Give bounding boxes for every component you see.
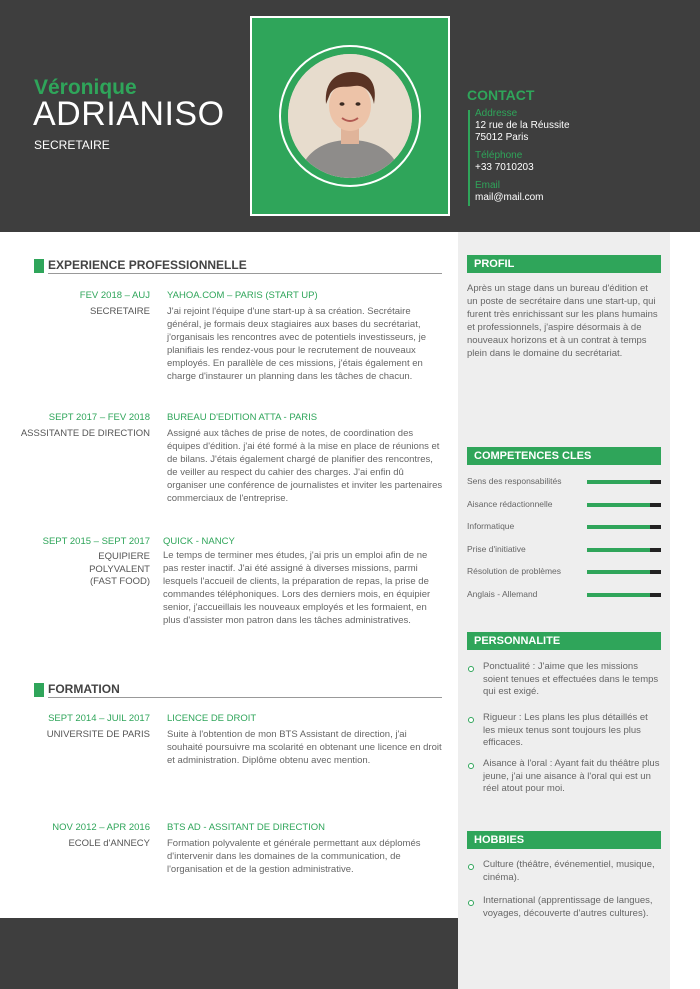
entry-company: BTS AD - ASSITANT DE DIRECTION [167,822,326,833]
skill-bar-fill [587,570,650,574]
competences-heading: COMPETENCES CLES [467,447,661,465]
skill-label: Sens des responsabilités [467,476,562,486]
entry-company: QUICK - NANCY [163,536,235,547]
last-name: ADRIANISO [33,95,225,133]
address-line2: 75012 Paris [475,132,529,143]
bullet-icon [468,763,474,769]
email-label: Email [475,180,501,191]
entry-description: Le temps de terminer mes études, j'ai pris un emploi afin de ne pas rester inactif. J'ai été assigné à diverses missions, parmi lesquels l'accueil de clients, la préparation de repas, la prise de commandes téléphoniques. Lors des derniers mois, en équipier senior, j'accueillais les nouveaux employés et les formaient, en plus d'assister mon patron dans les tâches administratives. [163,550,431,626]
entry-description: Suite à l'obtention de mon BTS Assistant de direction, j'ai souhaité poursuivre ma scolarité en obtenant une licence en droit et administration. Diplôme obtenu avec mention. [167,729,442,766]
job-title: SECRETAIRE [34,138,110,152]
profil-text: Après un stage dans un bureau d'édition et un poste de secrétaire dans une start-up, qui furent très enrichissant sur les plans humains et professionnels, j'aspire désormais à de nouveaux horizons et à un contrat à temps plein dans le domaine du secrétariat. [467,283,658,359]
skill-bar [587,480,661,484]
entry-description: Assigné aux tâches de prise de notes, de coordination des équipes d'édition. j'ai été formé à la mise en place de réunions et de bilans. J'étais également chargé de planifier des rencontres, de veiller au respect du cahier des charges. J'ai enfin dû organiser une conférence de journalistes et inviter les partenaires commerciaux de l'entreprise. [167,428,443,504]
experience-title: EXPERIENCE PROFESSIONNELLE [48,258,247,272]
personnalite-heading: PERSONNALITE [467,632,661,650]
skill-bar-fill [587,593,650,597]
entry-date: SEPT 2017 – FEV 2018 [48,412,150,423]
skill-label: Résolution de problèmes [467,566,562,576]
first-name: Véronique [34,76,137,99]
contact-divider [468,110,470,206]
photo-frame [250,16,450,216]
skill-bar-fill [587,503,650,507]
entry-description: J'ai rejoint l'équipe d'une start-up à sa création. Secrétaire général, je formais deux stagiaires aux bases du secrétariat, j'organisais les rencontres avec de potentiels investisseurs, je planifiais les rendez-vous pour le recrutement de nouveaux employés. En parallèle de ces missions, j'étais également en charge d'instaurer un planning dans les tâches de chacun. [167,306,426,382]
entry-date: FEV 2018 – AUJ [79,290,150,301]
formation-title: FORMATION [48,682,120,696]
email-value[interactable]: mail@mail.com [475,192,544,203]
entry-role: EQUIPIERE POLYVALENT (FAST FOOD) [89,551,150,587]
hobby-item: Culture (théâtre, événementiel, musique, cinéma). [483,859,655,883]
skill-label: Aisance rédactionnelle [467,499,553,509]
skill-bar-fill [587,548,650,552]
entry-date: SEPT 2014 – JUIL 2017 [48,713,150,724]
skill-bar-fill [587,525,650,529]
section-rule [48,697,442,698]
entry-company: LICENCE DE DROIT [167,713,257,724]
skill-bar [587,570,661,574]
skill-bar-fill [587,480,650,484]
skill-label: Informatique [467,521,515,531]
section-marker [34,259,44,273]
bullet-icon [468,864,474,870]
footer-band [0,918,458,989]
personnalite-item: Rigueur : Les plans les plus détaillés et les mieux tenus sont toujours les plus efficaces. [483,712,648,748]
bullet-icon [468,900,474,906]
hobby-item: International (apprentissage de langues, voyages, découverte d'autres cultures). [483,895,653,919]
entry-date: SEPT 2015 – SEPT 2017 [42,536,150,547]
entry-description: Formation polyvalente et générale permettant aux déplomés d'intervenir dans les domaines de la communication, de l'organisation et de la gestion administrative. [167,838,421,875]
entry-company: BUREAU D'EDITION ATTA - PARIS [167,412,318,423]
profil-heading: PROFIL [467,255,661,273]
skill-label: Prise d'initiative [467,544,526,554]
profile-photo [288,54,412,178]
bullet-icon [468,717,474,723]
entry-date: NOV 2012 – APR 2016 [52,822,150,833]
address-label: Addresse [475,108,518,119]
skill-bar [587,548,661,552]
entry-role: UNIVERSITE DE PARIS [46,729,150,740]
entry-role: SECRETAIRE [89,306,150,317]
skill-bar [587,503,661,507]
hobbies-heading: HOBBIES [467,831,661,849]
bullet-icon [468,666,474,672]
phone-value: +33 7010203 [475,162,534,173]
photo-ring [279,45,421,187]
entry-role: ASSSITANTE DE DIRECTION [20,428,150,439]
personnalite-item: Aisance à l'oral : Ayant fait du théâtre plus jeune, j'ai une aisance à l'oral qui est un réel atout pour moi. [483,758,660,794]
section-rule [48,273,442,274]
entry-company: YAHOA.COM – PARIS (START UP) [167,290,318,301]
phone-label: Téléphone [475,150,523,161]
personnalite-item: Ponctualité : J'aime que les missions soient tenues et effectuées dans le temps qui est exigé. [483,661,659,697]
address-line1: 12 rue de la Réussite [475,120,570,131]
skill-bar [587,593,661,597]
skill-label: Anglais - Allemand [467,589,538,599]
entry-role: ECOLE d'ANNECY [68,838,150,849]
skill-bar [587,525,661,529]
section-marker [34,683,44,697]
contact-title: CONTACT [467,87,535,103]
